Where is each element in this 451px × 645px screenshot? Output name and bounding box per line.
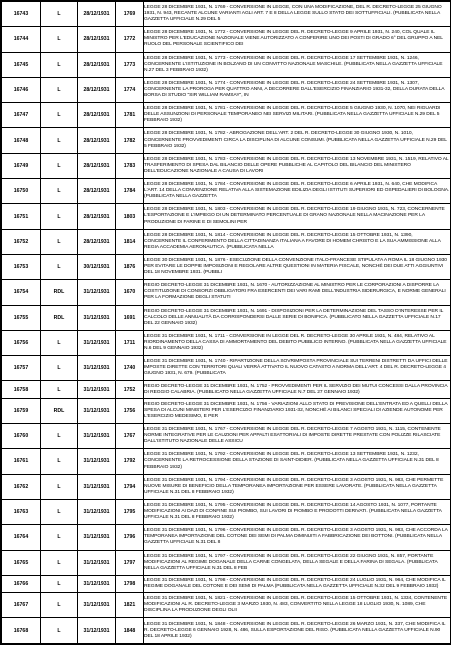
act-type: RDL	[41, 280, 78, 305]
act-date: 28/12/1931	[78, 229, 116, 254]
act-type: RDL	[41, 398, 78, 423]
act-description: LEGGE 31 DICEMBRE 1931, N. 1821 - CONVERSIONE IN LEGGE DEL R. DECRETO-LEGGE 15 OTTOBRE 1931, N. 1334, CONTENENTE MODIFICAZIONI AL R. DECRETO-LEGGE 3 MARZO 1930, N. 483, CONVERTITO NELLA LEGGE 18 LUGLIO 1930, N. 1089, CHE DISCIPLINA LA PRODUZIONE DEGLI OLII	[144, 593, 451, 618]
entry-number: 16761	[2, 449, 41, 474]
entry-number: 16767	[2, 593, 41, 618]
legislation-table	[1, 1, 451, 644]
act-number: 1795	[116, 499, 144, 524]
table-row	[2, 618, 451, 644]
act-type: L	[41, 474, 78, 499]
act-date: 28/12/1931	[78, 52, 116, 77]
act-number: 1803	[116, 204, 144, 229]
act-date: 28/12/1931	[78, 204, 116, 229]
entry-number: 16766	[2, 575, 41, 592]
act-date: 28/12/1931	[78, 2, 116, 27]
act-type: L	[41, 499, 78, 524]
entry-number: 16760	[2, 424, 41, 449]
act-type: L	[41, 153, 78, 178]
act-description: REGIO DECRETO-LEGGE 31 DICEMBRE 1931, N. 1670 - AUTORIZZAZIONE AL MINISTRO PER LE CORPORAZIONI A DISPORRE LA COSTITUZIONE DI CONSORZI OBBLIGATORI FRA ESERCENTI DEI VARI RAMI DELL'INDUSTRIA SIDERURGICA, E NORME GENERALI PER LA FORMAZIONE DEGLI STATUTI	[144, 280, 451, 305]
act-description: LEGGE 28 DICEMBRE 1931, N. 1784 - CONVERSIONE IN LEGGE DEL R. DECRETO-LEGGE 6 APRILE 1931, N. 640, CHE MODIFICA L'ART. 14 DELLA CONVENZIONE RELATIVA ALLA SISTEMAZIONE EDILIZIA DEGLI ISTITUTI SUPERIORI ED OSPEDALIERI DI BOLOGNA. (PUBBLICATA NELLA GAZZETTA	[144, 179, 451, 204]
act-type: L	[41, 179, 78, 204]
act-number: 1782	[116, 128, 144, 153]
act-type: L	[41, 449, 78, 474]
act-number: 1767	[116, 424, 144, 449]
act-description: LEGGE 28 DICEMBRE 1931, N. 1783 - CONVERSIONE IN LEGGE DEL R. DECRETO-LEGGE 13 NOVEMBRE 1931, N. 1519, RELATIVO AL TRASFERIMENTO DI SPESA DAL BILANCIO DELLE OPERE PUBBLICHE AL CAPITOLO DEL BILANCIO DEL MINISTERO DELL'EDUCAZIONE NAZIONALE A CAUSA DI LAVORI	[144, 153, 451, 178]
entry-number: 16752	[2, 229, 41, 254]
act-date: 28/12/1931	[78, 153, 116, 178]
act-number: 1740	[116, 356, 144, 381]
act-date: 28/12/1931	[78, 27, 116, 52]
act-description: LEGGE 31 DICEMBRE 1931, N. 1797 - CONVERSIONE IN LEGGE DEL R. DECRETO-LEGGE 22 GIUGNO 1931, N. 857, PORTANTE MODIFICAZIONI AL REGIME DOGANALE DELLA CARNE CONGELATA, DELLA SEGALE E DELLA FARINA DI SEGALA. (PUBBLICATA NELLA GAZZETTA UFFICIALE N.31 DEL 8 FEB	[144, 550, 451, 575]
act-description: LEGGE 31 DICEMBRE 1931, N. 1740 - RIPARTIZIONE DELLA SOVRIMPOSTA PROVINCIALE SUI TERRENI DISTRETTI DA UFFICI DELLE IMPOSTE DIRETTE CON TERRITORI QUALI VERRÀ ATTIVATO IL NUOVO CATASTO A NORMA DELL'ART. 4 DEL R. DECRETO-LEGGE 4 GIUGNO 1931, N. 679. (PUBBLICATA	[144, 356, 451, 381]
act-description: LEGGE 28 DICEMBRE 1931, N. 1772 - CONVERSIONE IN LEGGE DEL R. DECRETO-LEGGE 9 APRILE 1931, N. 240, COL QUALE IL MINISTRO PER L'EDUCAZIONE NAZIONALE VIENE AUTORIZZATO A CONFERIRE UNO DEI POSTI DI GRADO 6° DEL GRUPPO A NEL RUOLO DEL PERSONALE SCIENTIFICO DEI	[144, 27, 451, 52]
act-type: L	[41, 128, 78, 153]
entry-number: 16755	[2, 305, 41, 330]
entry-number: 16753	[2, 254, 41, 279]
table-body	[2, 2, 451, 644]
act-type: L	[41, 618, 78, 644]
entry-number: 16743	[2, 2, 41, 27]
act-type: L	[41, 204, 78, 229]
act-description: LEGGE 31 DICEMBRE 1931, N. 1798 - CONVERSIONE IN LEGGE DEL R. DECRETO-LEGGE 24 LUGLIO 1931, N. 964, CHE MODIFICA IL REGIME DOGANALE DEL COTONE E DEI SEMI DI PALMA (PUBBLICATA NELLA GAZZETTA UFFICIALE N.32 DEL 9 FEBBRAIO 1932)	[144, 575, 451, 592]
act-number: 1711	[116, 330, 144, 355]
entry-number: 16768	[2, 618, 41, 644]
act-description: LEGGE 28 DICEMBRE 1931, N. 1814 - CONVERSIONE IN LEGGE DEL R. DECRETO-LEGGE 15 OTTOBRE 1931, N. 1390, CONCERNENTE IL CONFERIMENTO DELLA CITTADINANZA ITALIANA A FAVORE DI HOMEM CHRISTO E LA SUA AMMISSIONE ALLA REGIA ACCADEMIA AERONAUTICA. (PUBBLICATA NELLA	[144, 229, 451, 254]
act-description: LEGGE 31 DICEMBRE 1931, N. 1711 - CONVERSIONE IN LEGGE DEL R. DECRETO-LEGGE 30 APRILE 1931, N. 484, RELATIVO AL RIORDINAMENTO DELLA CASSA DI AMMORTAMENTO DEL DEBITO PUBBLICO INTERNO. (PUBBLICATA NELLA GAZZETTA UFFICIALE N.6 DEL 9 GENNAIO 1932)	[144, 330, 451, 355]
entry-number: 16744	[2, 27, 41, 52]
table-row	[2, 424, 451, 449]
act-type: L	[41, 330, 78, 355]
entry-number: 16747	[2, 103, 41, 128]
act-number: 1769	[116, 2, 144, 27]
act-number: 1796	[116, 525, 144, 550]
act-description: LEGGE 31 DICEMBRE 1931, N. 1792 - CONVERSIONE IN LEGGE DEL R. DECRETO-LEGGE 13 SETTEMBRE 1931, N. 1232, CONCERNENTE LA RETROCESSIONE DELLA STAZIONE DI SAINT-DIDIER. (PUBBLICATA NELLA GAZZETTA UFFICIALE N.31 DEL 8 FEBBRAIO 1932)	[144, 449, 451, 474]
entry-number: 16756	[2, 330, 41, 355]
act-number: 1691	[116, 305, 144, 330]
act-date: 31/12/1931	[78, 424, 116, 449]
act-date: 31/12/1931	[78, 398, 116, 423]
act-number: 1784	[116, 179, 144, 204]
entry-number: 16757	[2, 356, 41, 381]
act-type: L	[41, 27, 78, 52]
act-number: 1756	[116, 398, 144, 423]
act-date: 31/12/1931	[78, 280, 116, 305]
act-description: LEGGE 31 DICEMBRE 1931, N. 1794 - CONVERSIONE IN LEGGE DEL R. DECRETO-LEGGE 3 AGOSTO 1931, N. 983, CHE PERMETTE NUOVE MISURE DI BENEFICIO DELLA TEMPORANEA IMPORTAZIONE PER ESSERE LAVORATE. (PUBBLICATA NELLA GAZZETTA UFFICIALE N.31 DEL 8 FEBBRAIO 1932)	[144, 474, 451, 499]
act-description: LEGGE 28 DICEMBRE 1931, N. 1774 - CONVERSIONE IN LEGGE DEL R. DECRETO-LEGGE 24 SETTEMBRE 1931, N. 1307, CONCERNENTE LA PROROGA PER QUATTRO ANNI, A DECORRERE DALL'ESERCIZIO FINANZIARIO 1931-32, DELLA DURATA DELLA BORSA DI STUDIO "SIR WILLIAM RAMSAY", IN	[144, 77, 451, 102]
entry-number: 16745	[2, 52, 41, 77]
table-row	[2, 381, 451, 398]
entry-number: 16751	[2, 204, 41, 229]
act-number: 1814	[116, 229, 144, 254]
act-date: 31/12/1931	[78, 305, 116, 330]
act-type: L	[41, 77, 78, 102]
act-number: 1783	[116, 153, 144, 178]
act-number: 1821	[116, 593, 144, 618]
act-date: 31/12/1931	[78, 356, 116, 381]
entry-number: 16748	[2, 128, 41, 153]
act-number: 1798	[116, 575, 144, 592]
act-description: REGIO DECRETO-LEGGE 31 DICEMBRE 1931, N. 1756 - VARIAZIONI ALLO STATO DI PREVISIONE DELL'ENTRATA ED A QUELLI DELLA SPESA DI ALCUNI MINISTERI PER L'ESERCIZIO FINANZIARIO 1931-32, NONCHÉ AI BILANCI SPECIALI DI AZIENDE AUTONOME PER L'ESERCIZIO MEDESIMO, E PER	[144, 398, 451, 423]
act-date: 31/12/1931	[78, 474, 116, 499]
table-row	[2, 356, 451, 381]
act-number: 1781	[116, 103, 144, 128]
act-number: 1774	[116, 77, 144, 102]
entry-number: 16762	[2, 474, 41, 499]
table-row	[2, 525, 451, 550]
entry-number: 16746	[2, 77, 41, 102]
act-date: 28/12/1931	[78, 128, 116, 153]
table-row	[2, 449, 451, 474]
table-row	[2, 128, 451, 153]
entry-number: 16749	[2, 153, 41, 178]
act-date: 31/12/1931	[78, 593, 116, 618]
act-date: 28/12/1931	[78, 179, 116, 204]
act-date: 31/12/1931	[78, 499, 116, 524]
act-description: LEGGE 28 DICEMBRE 1931, N. 1773 - CONVERSIONE IN LEGGE DEL R. DECRETO-LEGGE 17 SETTEMBRE 1931, N. 1246, CONCERNENTE L'ISTITUZIONE IN BOLZANO DI UN CONVITTO NAZIONALE MASCHILE. (PUBBLICATA NELLA GAZZETTA UFFICIALE N.27 DEL 3 FEBBRAIO 1932)	[144, 52, 451, 77]
act-type: RDL	[41, 305, 78, 330]
act-number: 1773	[116, 52, 144, 77]
table-row	[2, 2, 451, 27]
act-type: L	[41, 593, 78, 618]
act-number: 1772	[116, 27, 144, 52]
act-type: L	[41, 2, 78, 27]
act-description: LEGGE 28 DICEMBRE 1931, N. 1781 - CONVERSIONE IN LEGGE DEL R. DECRETO-LEGGE 5 GIUGNO 1930, N. 1070, NEI RIGUARDI DELLE ASSUNZIONI DI PERSONALE TEMPORANEO NEI SERVIZI MILITARI. (PUBBLICATA NELLA GAZZETTA UFFICIALE N.29 DEL 5 FEBBRAIO 1932)	[144, 103, 451, 128]
act-description: LEGGE 28 DICEMBRE 1931, N. 1803 - CONVERSIONE IN LEGGE DEL R. DECRETO-LEGGE 19 GIUGNO 1931, N. 723, CONCERNENTE L'ESPORTAZIONE E L'IMPIEGO DI UN DETERMINATO PERCENTUALE DI GRANO NAZIONALE NELLA MACINAZIONE PER LA PRODUZIONE DI FARINE E DI SEMOLINI PER	[144, 204, 451, 229]
entry-number: 16750	[2, 179, 41, 204]
table-row	[2, 330, 451, 355]
act-number: 1752	[116, 381, 144, 398]
act-type: L	[41, 525, 78, 550]
act-date: 31/12/1931	[78, 381, 116, 398]
act-date: 28/12/1931	[78, 77, 116, 102]
entry-number: 16763	[2, 499, 41, 524]
table-row	[2, 305, 451, 330]
table-row	[2, 229, 451, 254]
act-date: 31/12/1931	[78, 575, 116, 592]
act-date: 31/12/1931	[78, 525, 116, 550]
act-description: LEGGE 31 DICEMBRE 1931, N. 1795 - CONVERSIONE IN LEGGE DEL R. DECRETO-LEGGE 14 AGOSTO 1931, N. 1077, PORTANTE MODIFICAZIONI AI DAZI DI CONFINE SUI PIOMBO, SUI LAVORI DI PIOMBO E PRODOTTI DERIVATI. (PUBBLICATA NELLA GAZZETTA UFFICIALE N.31 DEL 8 FEBBRAIO 1932)	[144, 499, 451, 524]
act-date: 28/12/1931	[78, 103, 116, 128]
table-row	[2, 575, 451, 592]
act-description: LEGGE 31 DICEMBRE 1931, N. 1796 - CONVERSIONE IN LEGGE DEL R. DECRETO-LEGGE 3 AGOSTO 1931, N. 983, CHE ACCORDA LA TEMPORANEA IMPORTAZIONE DEL COTONE DEI SEMI DI PALMA DIMINUITI A FABBRICAZIONE DEI BOTTONI. (PUBBLICATA NELLA GAZZETTA UFFICIALE N.31 DEL 8	[144, 525, 451, 550]
act-type: L	[41, 103, 78, 128]
table-row	[2, 254, 451, 279]
act-date: 31/12/1931	[78, 449, 116, 474]
act-type: L	[41, 550, 78, 575]
table-row	[2, 398, 451, 423]
act-type: L	[41, 424, 78, 449]
act-type: L	[41, 52, 78, 77]
act-date: 31/12/1931	[78, 618, 116, 644]
act-description: LEGGE 31 DICEMBRE 1931, N. 1767 - CONVERSIONE IN LEGGE DEL R. DECRETO-LEGGE 7 AGOSTO 1931, N. 1115, CONTENENTE NORME INTEGRATIVE PER LE CAUZIONI PER APPALTI ESATTORIALI DI IMPOSTE DIRETTE PRESTATE CON POLIZZE RILASCIATE DALL'ISTITUTO NAZIONALE DELLE ASSICU	[144, 424, 451, 449]
act-number: 1876	[116, 254, 144, 279]
act-description: LEGGE 30 DICEMBRE 1931, N. 1876 - ESECUZIONE DELLA CONVENZIONE ITALO-FRANCESE STIPULATA A ROMA IL 18 GIUGNO 1930 PER EVITARE LE DOPPIE IMPOSIZIONI E REGOLARE ALTRE QUESTIONI IN MATERIA FISCALE, NONCHÉ DEI DUE ATTI AGGIUNTIVI DEL 18 NOVEMBRE 1931. (PUBBLI	[144, 254, 451, 279]
act-number: 1792	[116, 449, 144, 474]
table-row	[2, 77, 451, 102]
act-type: L	[41, 381, 78, 398]
act-type: L	[41, 254, 78, 279]
entry-number: 16759	[2, 398, 41, 423]
act-type: L	[41, 229, 78, 254]
act-description: LEGGE 31 DICEMBRE 1931, N. 1848 - CONVERSIONE IN LEGGE DEL R. DECRETO-LEGGE 26 MARZO 1931, N. 337, CHE MODIFICA IL R. DECRETO-LEGGE 6 GENNAIO 1928, N. 486, SULLA ESPORTAZIONE DEL RISO. (PUBBLICATA NELLA GAZZETTA UFFICIALE N.90 DEL 18 APRILE 1932)	[144, 618, 451, 644]
table-row	[2, 593, 451, 618]
table-row	[2, 280, 451, 305]
entry-number: 16758	[2, 381, 41, 398]
entry-number: 16754	[2, 280, 41, 305]
table-row	[2, 153, 451, 178]
act-description: LEGGE 28 DICEMBRE 1931, N. 1769 - CONVERSIONE IN LEGGE, CON UNA MODIFICAZIONE, DEL R. DECRETO-LEGGE 25 GIUGNO 1931, N. 943, RECANTE ALCUNE VARIANTI AGLI ART. 7 E 8 DELLA LEGGE SULLO STATO DEI SOTTUFFICIALI. (PUBBLICATA NELLA GAZZETTA UFFICIALE N.29 DEL 5	[144, 2, 451, 27]
table-row	[2, 27, 451, 52]
act-description: LEGGE 28 DICEMBRE 1931, N. 1782 - ABROGAZIONE DELL'ART. 2 DEL R. DECRETO-LEGGE 30 GIUGNO 1930, N. 1010, CONCERNENTE PROVVEDIMENTI CIRCA LA DISCIPLINA DI ALCUNE CONSUMI. (PUBBLICATA NELLA GAZZETTA UFFICIALE N.29 DEL 5 FEBBRAIO 1932)	[144, 128, 451, 153]
act-type: L	[41, 356, 78, 381]
table-row	[2, 474, 451, 499]
act-number: 1794	[116, 474, 144, 499]
entry-number: 16765	[2, 550, 41, 575]
act-number: 1848	[116, 618, 144, 644]
act-description: REGIO DECRETO-LEGGE 31 DICEMBRE 1931, N. 1752 - PROVVEDIMENTI PER IL SERVIZIO DEI MUTUI CONCESSI DALLA PROVINCIA DI REGGIO CALABRIA. (PUBBLICATO NELLA GAZZETTA UFFICIALE N.7 DEL 27 GENNAIO 1932)	[144, 381, 451, 398]
table-row	[2, 204, 451, 229]
table-row	[2, 179, 451, 204]
act-number: 1797	[116, 550, 144, 575]
table-row	[2, 52, 451, 77]
table-row	[2, 103, 451, 128]
entry-number: 16764	[2, 525, 41, 550]
act-number: 1670	[116, 280, 144, 305]
act-description: REGIO DECRETO-LEGGE 31 DICEMBRE 1931, N. 1691 - DISPOSIZIONI PER LA DETERMINAZIONE DEL TASSO D'INTERESSE PER IL CALCOLO DELLE ANNUALITÀ DA CORRISPONDERSI DALLE SERIE DI BONIFICA. (PUBBLICATO NELLA GAZZETTA UFFICIALE N.17 DEL 22 GENNAIO 1932)	[144, 305, 451, 330]
table-row	[2, 499, 451, 524]
act-type: L	[41, 575, 78, 592]
act-date: 30/12/1931	[78, 254, 116, 279]
act-date: 31/12/1931	[78, 550, 116, 575]
table-row	[2, 550, 451, 575]
act-date: 31/12/1931	[78, 330, 116, 355]
